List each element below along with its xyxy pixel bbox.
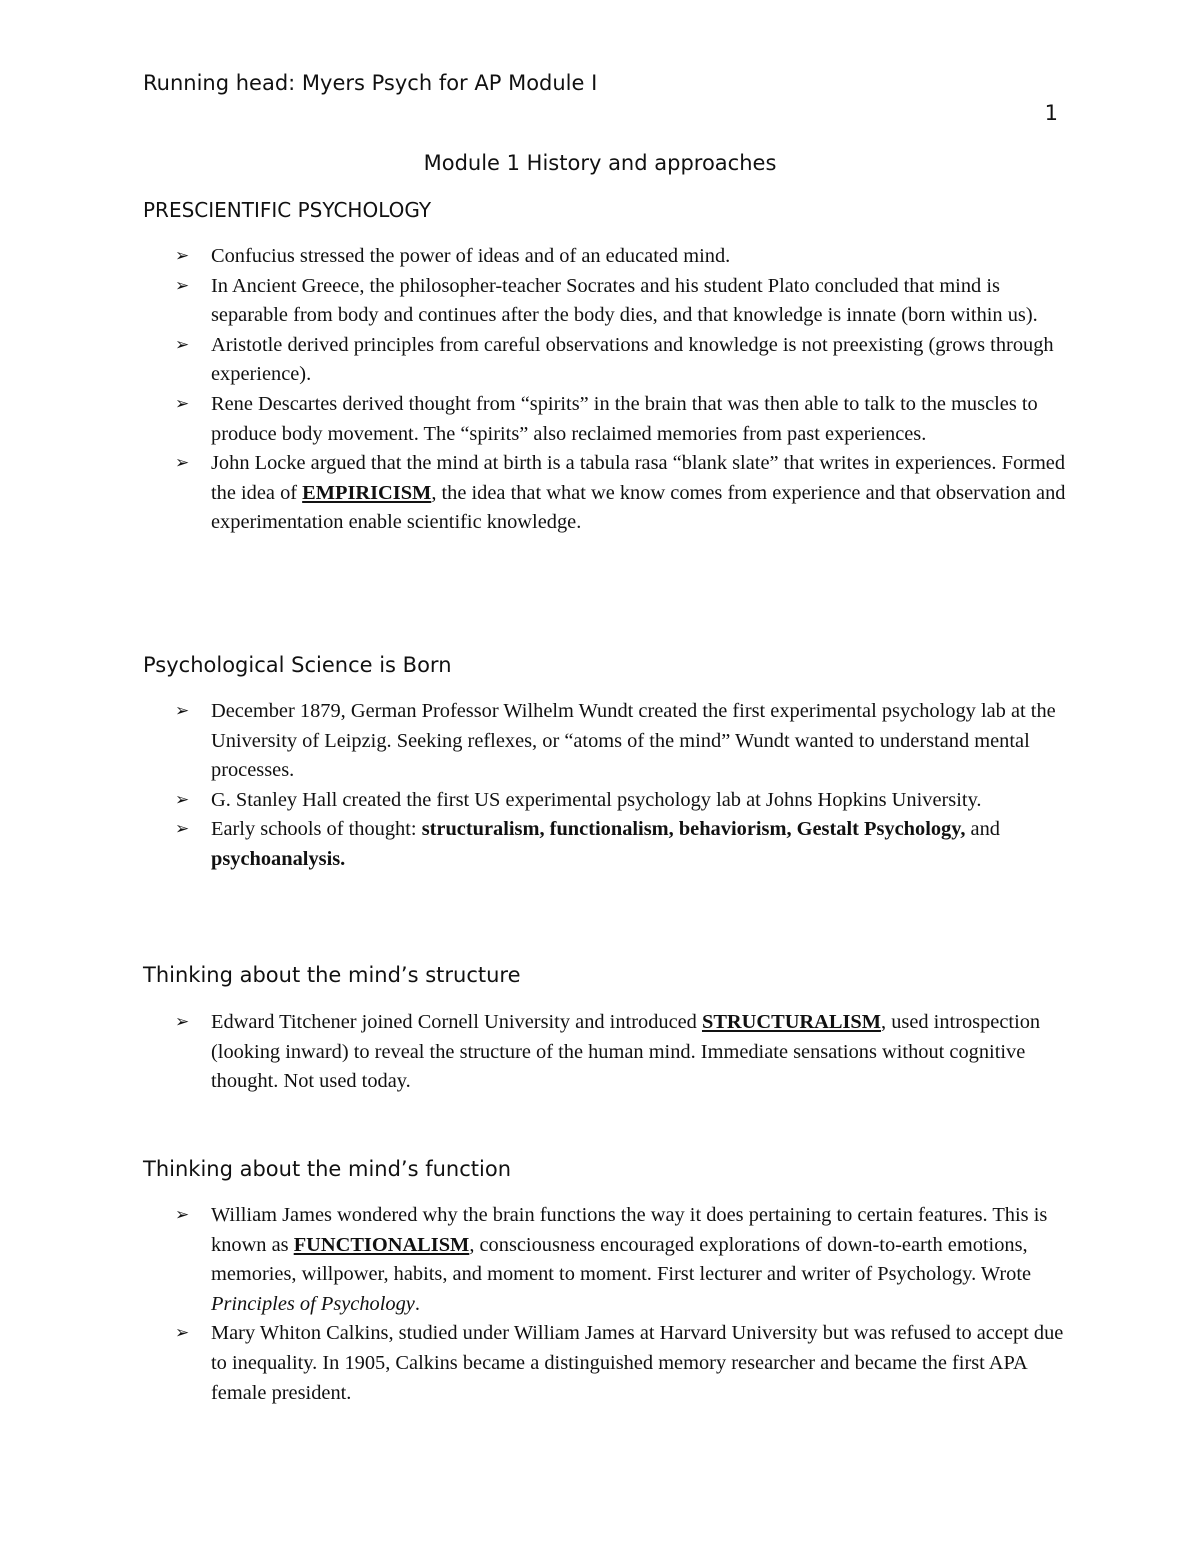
- arrow-bullet-icon: ➢: [175, 393, 190, 414]
- list-item: [175, 786, 1075, 816]
- arrow-bullet-icon: ➢: [175, 1323, 190, 1344]
- list-item: [175, 272, 1075, 331]
- section-heading-mind-function: Thinking about the mind’s function: [143, 1157, 512, 1181]
- bullet-list-science-born: [175, 697, 1075, 875]
- list-item-text: Edward Titchener joined Cornell University and introduced: [211, 1011, 702, 1033]
- page-number: 1: [1044, 101, 1058, 125]
- list-item-text: Early schools of thought:: [211, 818, 422, 841]
- list-item-text: Aristotle derived principles from careful observations and knowledge is not preexisting (grows through experience).: [211, 333, 1054, 386]
- psychoanalysis-term: psychoanalysis.: [211, 847, 346, 870]
- book-title: Principles of Psychology: [211, 1292, 415, 1315]
- list-item-text: John Locke argued that the mind at birth is a tabula rasa “blank slate” that writes in experiences. Formed the idea of: [211, 452, 1066, 504]
- list-item-text: .: [414, 1292, 420, 1315]
- arrow-bullet-icon: ➢: [175, 453, 190, 474]
- arrow-bullet-icon: ➢: [175, 246, 190, 266]
- section-heading-mind-structure: Thinking about the mind’s structure: [143, 963, 521, 987]
- list-item-text: , the idea that what we know comes from experience and that observation and experimentation enable scientific knowledge.: [211, 481, 1066, 534]
- list-item-text: December 1879, German Professor Wilhelm Wundt created the first experimental psychology lab at the University of Leipzig. Seeking reflexes, or “atoms of the mind” Wundt wanted to understand mental processes.: [211, 700, 1056, 782]
- document-title: Module 1 History and approaches: [423, 151, 777, 175]
- arrow-bullet-icon: ➢: [175, 1012, 190, 1032]
- arrow-bullet-icon: ➢: [175, 1205, 190, 1225]
- list-item: [175, 242, 1075, 272]
- bullet-list-mind-structure: [175, 1008, 1075, 1097]
- arrow-bullet-icon: ➢: [175, 334, 190, 355]
- bullet-list-prescientific: [175, 242, 1075, 538]
- list-item: [175, 1008, 1075, 1097]
- list-item-text: William James wondered why the brain functions the way it does pertaining to certain features. This is known as: [211, 1204, 1048, 1256]
- list-item: [175, 449, 1075, 538]
- running-head: Running head: Myers Psych for AP Module I: [143, 71, 598, 95]
- section-heading-science-born: Psychological Science is Born: [143, 653, 452, 677]
- list-item-text: Mary Whiton Calkins, studied under William James at Harvard University but was refused to accept due to inequality. In 1905, Calkins became a distinguished memory researcher and became the first APA female president.: [211, 1322, 1064, 1404]
- list-item: [175, 390, 1075, 449]
- schools-of-thought-list: structuralism, functionalism, behaviorism, Gestalt Psychology,: [421, 818, 966, 841]
- list-item-text: Confucius stressed the power of ideas and of an educated mind.: [211, 245, 731, 267]
- list-item: [175, 697, 1075, 786]
- key-term-empiricism: EMPIRICISM: [302, 481, 432, 504]
- list-item-text: G. Stanley Hall created the first US experimental psychology lab at Johns Hopkins University.: [211, 788, 982, 811]
- list-item-text: In Ancient Greece, the philosopher-teacher Socrates and his student Plato concluded that mind is separable from body and continues after the body dies, and that knowledge is innate (born within us).: [211, 274, 1038, 327]
- list-item-text: Rene Descartes derived thought from “spirits” in the brain that was then able to talk to the muscles to produce body movement. The “spirits” also reclaimed memories from past experiences.: [211, 392, 1038, 445]
- arrow-bullet-icon: ➢: [175, 701, 190, 721]
- key-term-structuralism: STRUCTURALISM: [701, 1011, 881, 1033]
- arrow-bullet-icon: ➢: [175, 275, 190, 296]
- bullet-list-mind-function: [175, 1201, 1075, 1408]
- list-item: [175, 1201, 1075, 1319]
- list-item-text: , used introspection (looking inward) to reveal the structure of the human mind. Immediate sensations without cognitive thought. Not used today.: [211, 1011, 1041, 1093]
- arrow-bullet-icon: ➢: [175, 789, 190, 810]
- section-heading-prescientific: PRESCIENTIFIC PSYCHOLOGY: [143, 198, 432, 222]
- list-item: [175, 331, 1075, 390]
- list-item: [175, 815, 1075, 874]
- key-term-functionalism: FUNCTIONALISM: [293, 1233, 470, 1256]
- arrow-bullet-icon: ➢: [175, 819, 190, 840]
- list-item-text: and: [965, 818, 1000, 841]
- list-item: [175, 1319, 1075, 1408]
- list-item-text: , consciousness encouraged explorations of down-to-earth emotions, memories, willpower, habits, and moment to moment. First lecturer and writer of Psychology. Wrote: [211, 1233, 1032, 1286]
